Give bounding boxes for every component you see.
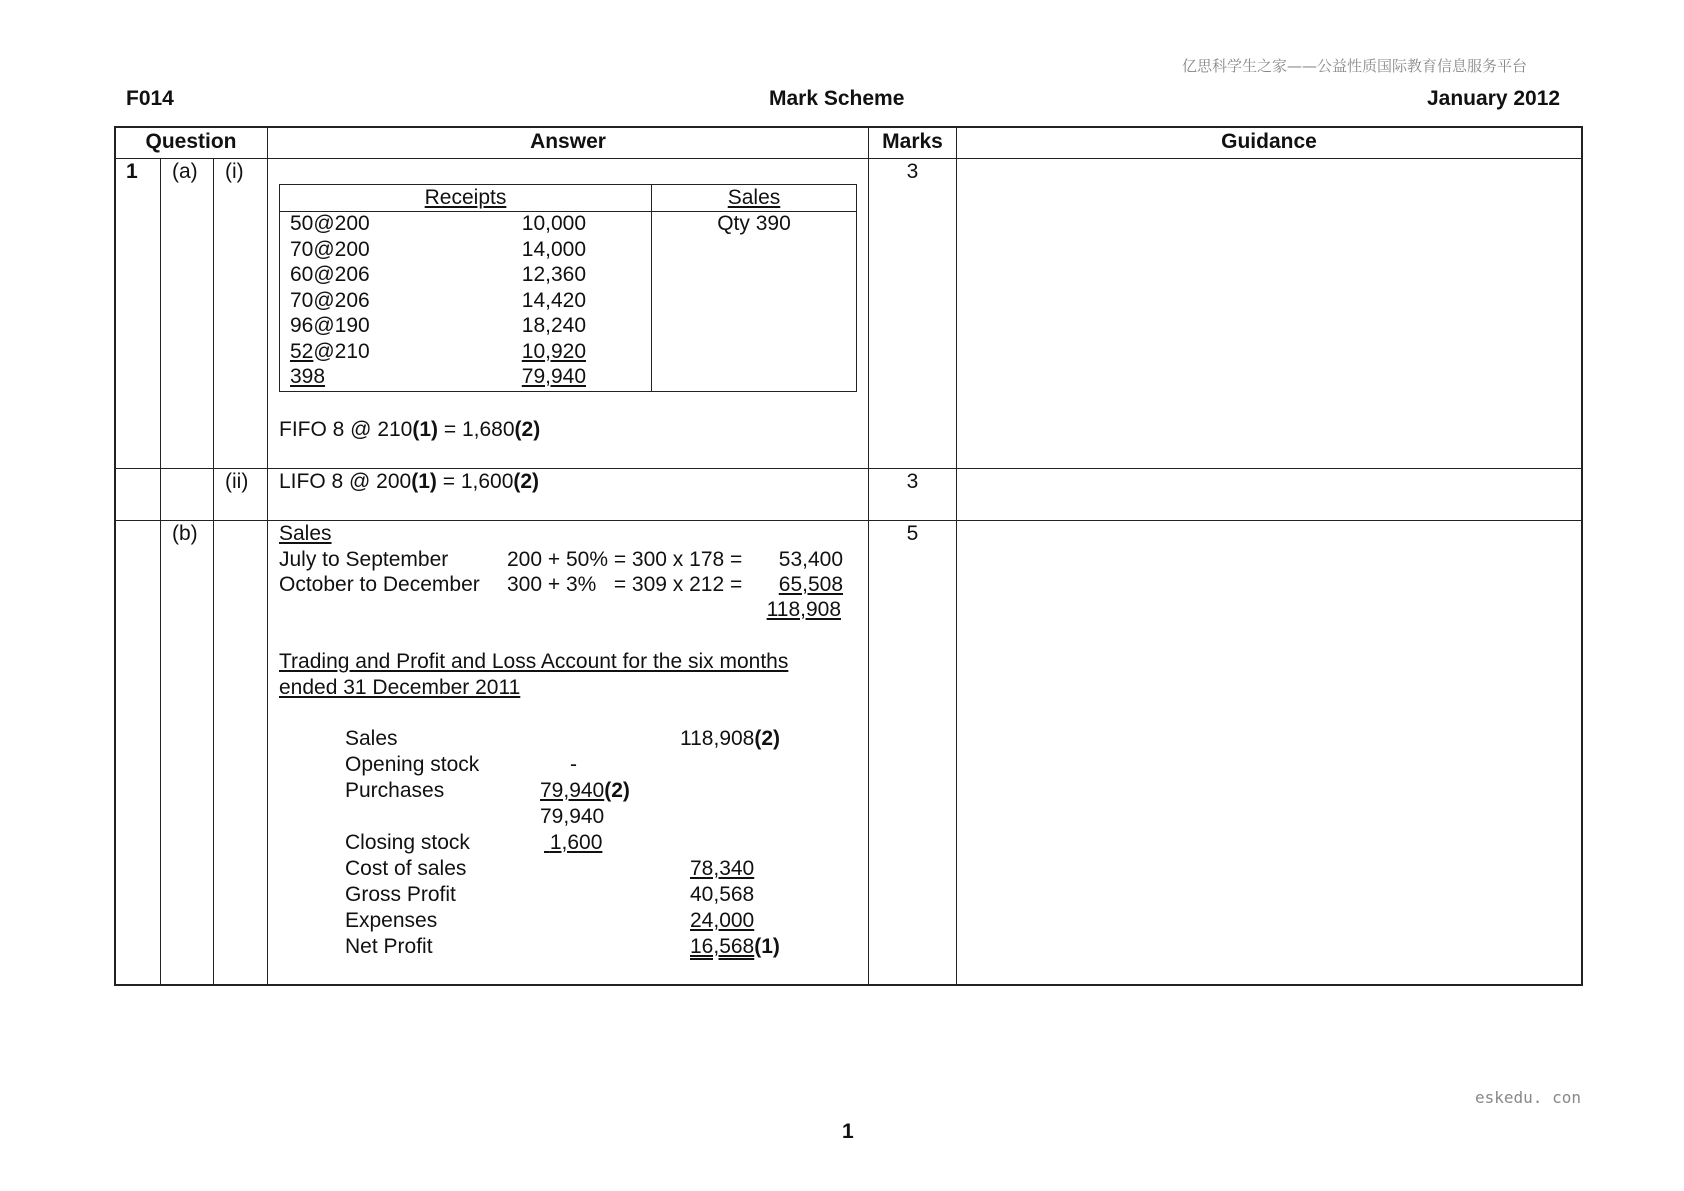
- column-header-answer: Answer: [530, 130, 606, 153]
- sales-calc-total: 118,908: [766, 598, 841, 621]
- sales-calc-row1-calc: 200 + 50% = 300 x 178 =: [507, 548, 743, 571]
- question-subpart-ii: (ii): [225, 470, 249, 493]
- account-cos-value: 78,340: [690, 857, 755, 880]
- sales-calc-row1-value: 53,400: [778, 548, 843, 571]
- receipts-header: Receipts: [424, 186, 507, 209]
- sales-calc-row2-value: 65,508: [778, 573, 843, 596]
- receipt-qty: 60@206: [290, 263, 370, 286]
- receipt-qty: 96@190: [290, 314, 370, 337]
- fifo-answer: FIFO 8 @ 210(1) = 1,680(2): [279, 418, 541, 441]
- question-subpart-i: (i): [225, 160, 244, 183]
- receipt-value: 12,360: [521, 263, 586, 286]
- account-cos-label: Cost of sales: [345, 857, 467, 880]
- account-title-line2: ended 31 December 2011: [279, 676, 521, 699]
- account-closing-label: Closing stock: [345, 831, 470, 854]
- receipt-qty: 50@200: [290, 212, 370, 235]
- account-opening-label: Opening stock: [345, 753, 480, 776]
- sales-calc-row1-label: July to September: [279, 548, 449, 571]
- account-opening-value: -: [570, 753, 577, 776]
- receipt-qty: 70@200: [290, 238, 370, 261]
- sales-header: Sales: [727, 186, 781, 209]
- column-header-marks: Marks: [882, 130, 943, 153]
- column-header-guidance: Guidance: [1221, 130, 1317, 153]
- sales-calc-row2-label: October to December: [279, 573, 480, 596]
- page-number: 1: [842, 1120, 854, 1143]
- account-subtotal: 79,940: [540, 805, 605, 828]
- account-purchases-label: Purchases: [345, 779, 445, 802]
- receipt-value: 14,000: [521, 238, 586, 261]
- account-gp-value: 40,568: [690, 883, 755, 906]
- question-part-b: (b): [172, 522, 198, 545]
- question-number: 1: [126, 160, 138, 183]
- account-purchases-value: 79,940(2): [540, 779, 630, 802]
- marks-a-i: 3: [906, 160, 919, 183]
- marks-a-ii: 3: [906, 470, 919, 493]
- lifo-answer: LIFO 8 @ 200(1) = 1,600(2): [279, 470, 540, 493]
- account-sales-value: 118,908(2): [680, 727, 781, 750]
- watermark-bottom: eskedu. con: [1475, 1088, 1581, 1107]
- document-date: January 2012: [1427, 87, 1561, 110]
- account-title-line1: Trading and Profit and Loss Account for the six months: [279, 650, 789, 673]
- account-expenses-value: 24,000: [690, 909, 755, 932]
- question-part-a: (a): [172, 160, 198, 183]
- account-gp-label: Gross Profit: [345, 883, 456, 906]
- column-header-question: Question: [145, 130, 237, 153]
- sales-quantity: Qty 390: [717, 212, 791, 235]
- receipt-total-value: 79,940: [521, 365, 586, 388]
- receipt-qty: 52@210: [290, 340, 370, 363]
- account-expenses-label: Expenses: [345, 909, 438, 932]
- sales-calc-row2-calc: 300 + 3% = 309 x 212 =: [507, 573, 743, 596]
- account-closing-value: 1,600: [549, 831, 603, 854]
- paper-code: F014: [126, 87, 174, 110]
- document-title: Mark Scheme: [769, 87, 905, 110]
- receipt-qty: 70@206: [290, 289, 370, 312]
- receipt-value: 10,920: [521, 340, 586, 363]
- receipt-value: 10,000: [521, 212, 586, 235]
- account-np-value: 16,568(1): [690, 935, 780, 958]
- sales-calc-heading: Sales: [279, 522, 332, 545]
- receipt-value: 14,420: [521, 289, 586, 312]
- account-np-label: Net Profit: [345, 935, 433, 958]
- watermark-top: 亿思科学生之家——公益性质国际教育信息服务平台: [1182, 57, 1528, 75]
- marks-b: 5: [906, 522, 919, 545]
- receipt-value: 18,240: [521, 314, 586, 337]
- account-sales-label: Sales: [345, 727, 398, 750]
- receipt-total-qty: 398: [290, 365, 326, 388]
